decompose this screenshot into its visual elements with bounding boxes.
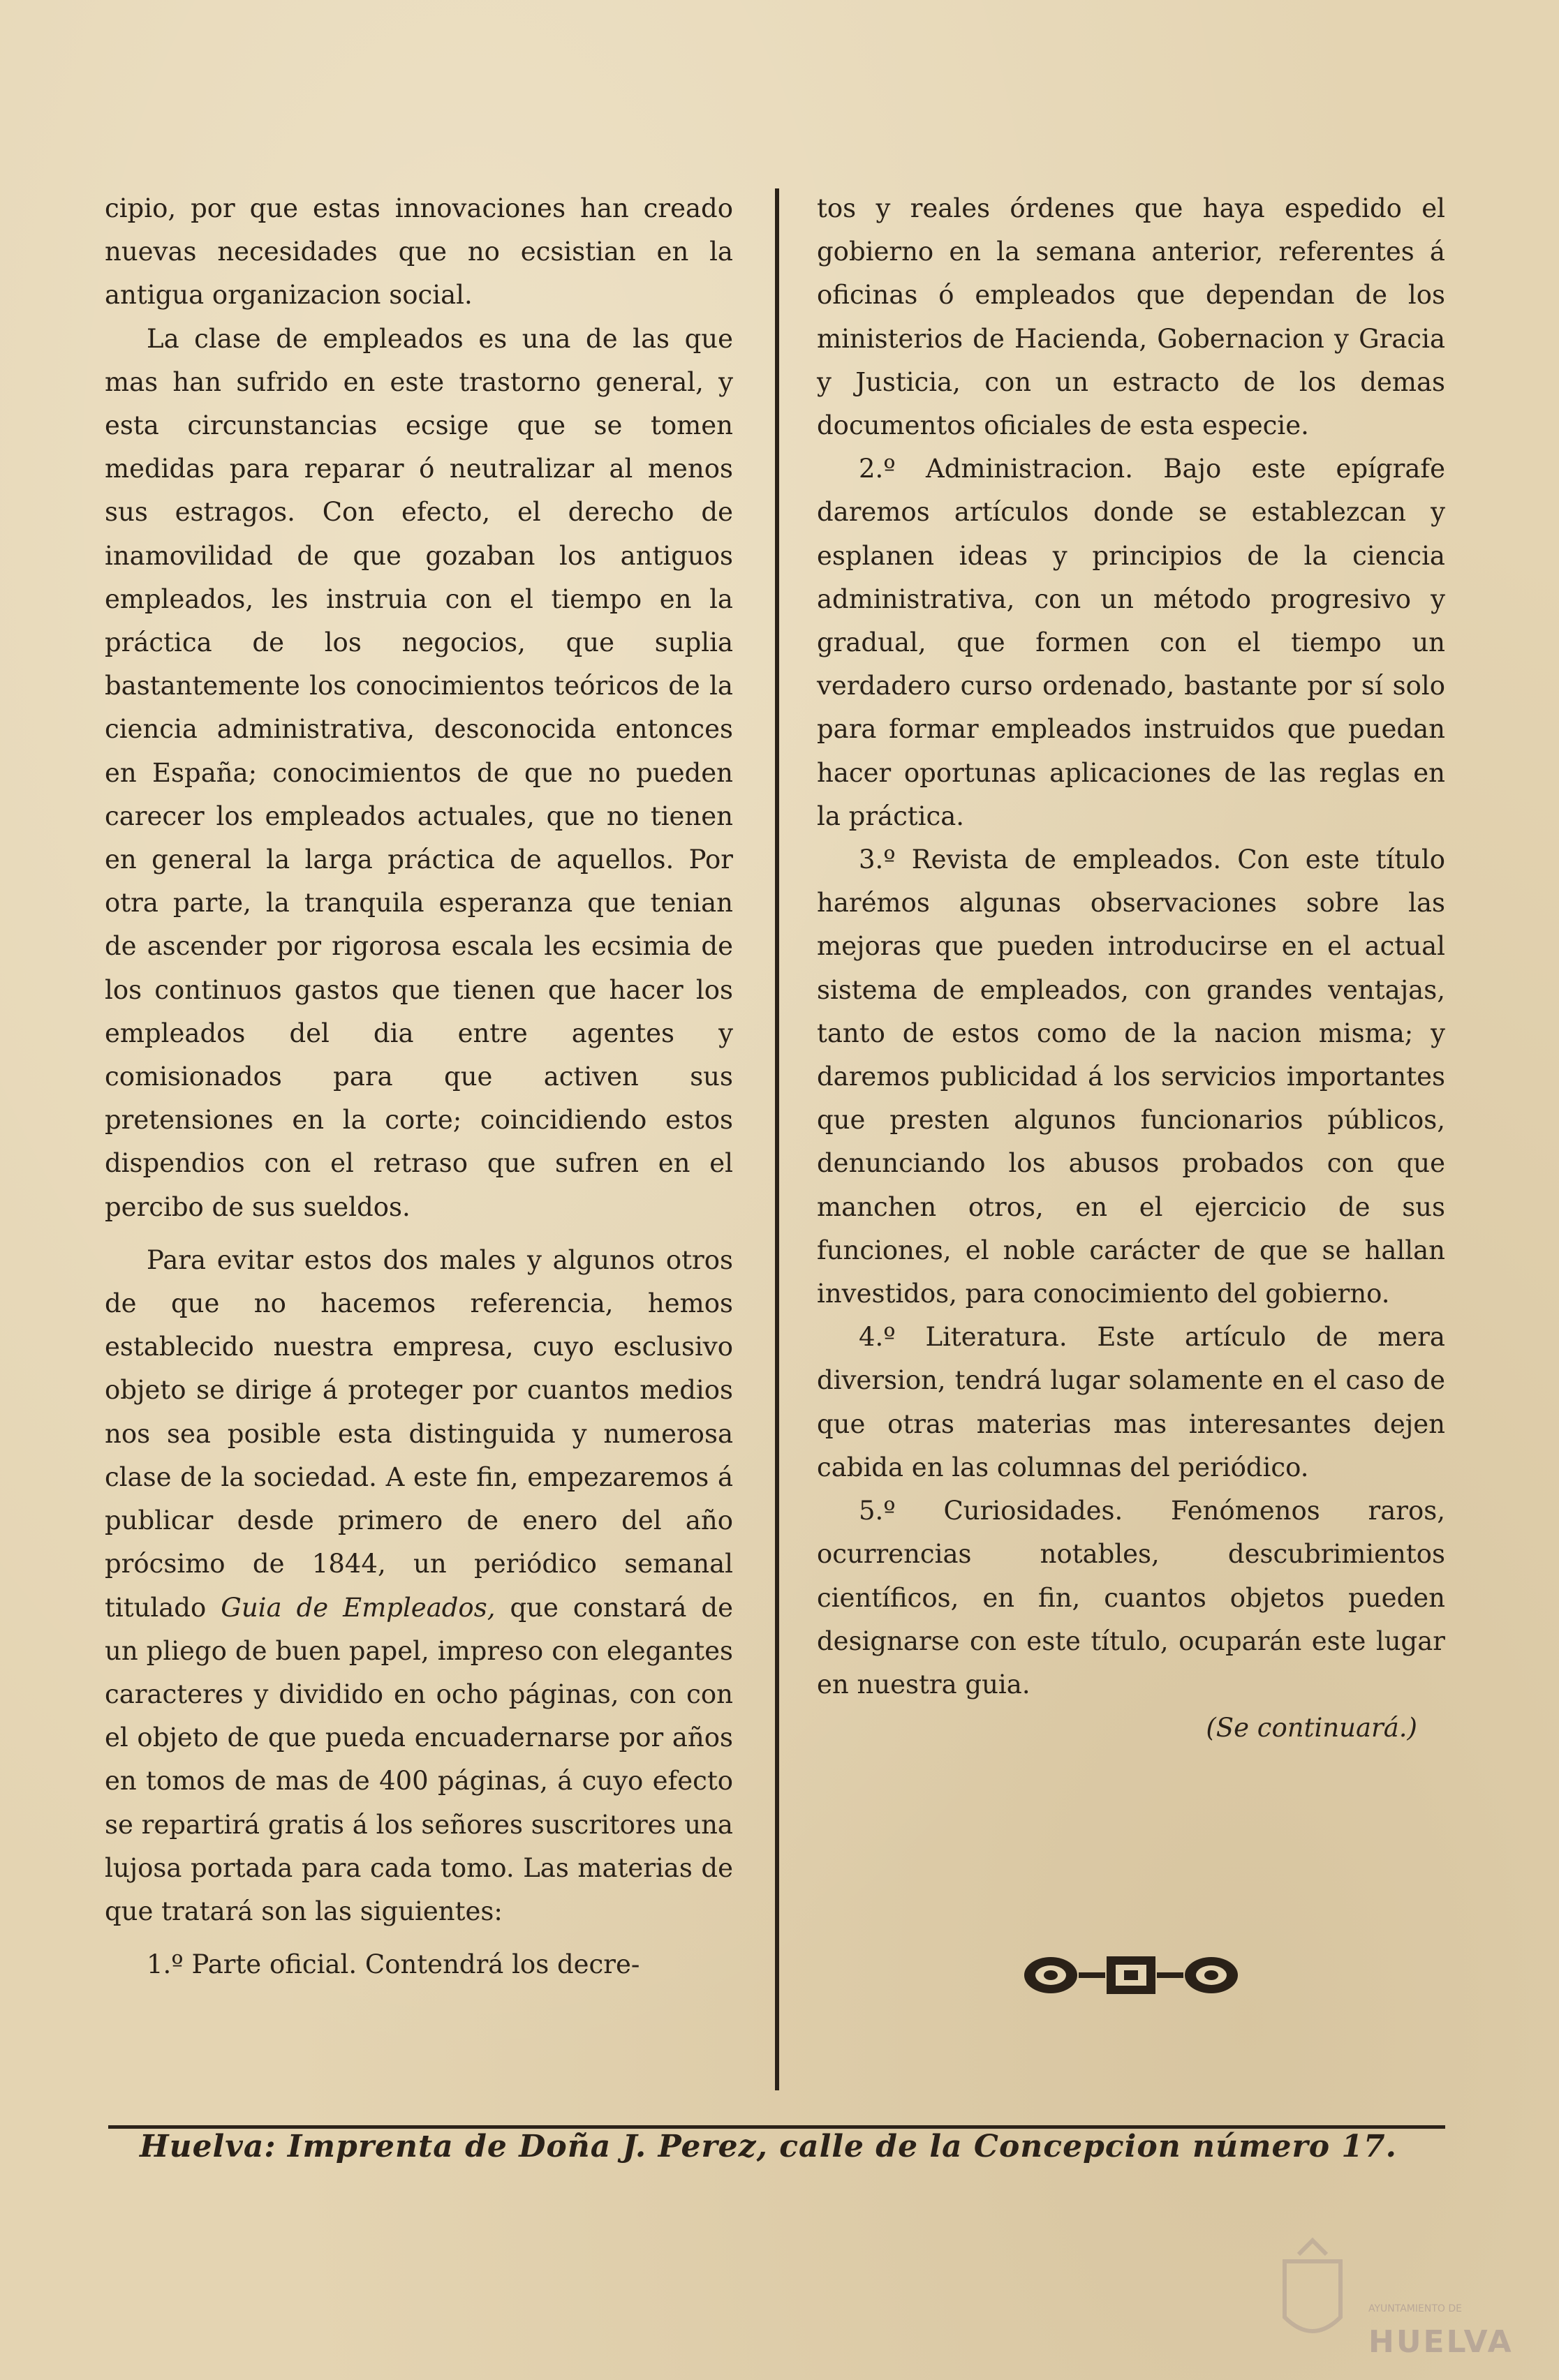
right-paragraph-5: 5.º Curiosidades. Fenómenos raros, ocurrencias notables, descubrimientos científicos, en fin, cuantos objetos pueden designarse con este título, ocuparán este lugar en nuestra guia.: [817, 1496, 1445, 1700]
left-paragraph-2: La clase de empleados es una de las que mas han sufrido en este trastorno general, y esta circunstancias ecsige que se tomen medidas para reparar ó neutralizar al menos sus estragos. Con efecto, el derecho de inamovilidad de que gozaban los antiguos empleados, les instruia con el tiempo en la práctica de los negocios, que suplia bastantemente los conocimientos teóricos de la ciencia administrativa, desconocida entonces en España; conocimientos de que no pueden carecer los empleados actuales, que no tienen en general la larga práctica de aquellos. Por otra parte, la tranquila esperanza que tenian de ascender por rigorosa escala les ecsimia de los continuos gastos que tienen que hacer los empleados del dia entre agentes y comisionados para que activen sus pretensiones en la corte; coincidiendo estos dispendios con el retraso que sufren en el percibo de sus sueldos.: [105, 323, 733, 1222]
stamp-subtitle: AYUNTAMIENTO DE: [1368, 2303, 1462, 2314]
right-paragraph-4: 4.º Literatura. Este artículo de mera diversion, tendrá lugar solamente en el caso de que otras materias mas interesantes dejen cabida en las columnas del periódico.: [817, 1322, 1445, 1482]
left-paragraph-1: cipio, por que estas innovaciones han creado nuevas necesidades que no ecsistian en la antigua organizacion social.: [105, 193, 733, 311]
imprint-line: Huelva: Imprenta de Doña J. Perez, calle de la Concepcion número 17.: [140, 2129, 1397, 2164]
right-paragraph-2: 2.º Administracion. Bajo este epígrafe daremos artículos donde se establezcan y esplanen ideas y principios de la ciencia administrativa, con un método progresivo y gradual, que formen con el tiempo un verdadero curso ordenado, bastante por sí solo para formar empleados instruidos que puedan hacer oportunas aplicaciones de las reglas en la práctica.: [817, 454, 1445, 831]
right-paragraph-1: tos y reales órdenes que haya espedido el gobierno en la semana anterior, referentes á oficinas ó empleados que dependan de los ministerios de Hacienda, Gobernacion y Gracia y Justicia, con un estracto de los demas documentos oficiales de esta especie.: [817, 193, 1445, 441]
right-column: [817, 187, 1445, 1750]
ornament-icon: [1019, 1944, 1243, 2007]
column-divider: [775, 188, 779, 2090]
left-paragraph-3: [105, 1239, 733, 1933]
stamp-name: HUELVA: [1368, 2324, 1514, 2360]
left-paragraph-3-end: que constará de un pliego de buen papel, impreso con elegantes caracteres y dividido en ocho páginas, con con el objeto de que pueda encuadernarse por años en tomos de mas de 400 páginas, á cuyo efecto se repartirá gratis á los señores suscritores una lujosa portada para cada tomo. Las materias de que tratará son las siguientes:: [105, 1592, 734, 1926]
left-paragraph-4: 1.º Parte oficial. Contendrá los decre-: [147, 1949, 640, 1980]
left-column: [105, 187, 733, 1986]
continued-note: (Se continuará.): [1206, 1713, 1417, 1743]
left-paragraph-3-start: Para evitar estos dos males y algunos otros de que no hacemos referencia, hemos establecido nuestra empresa, cuyo esclusivo objeto se dirige á proteger por cuantos medios nos sea posible esta distinguida y numerosa clase de la sociedad. A este fin, empezaremos á publicar desde primero de enero del año prócsimo de 1844, un periódico semanal titulado: [105, 1244, 733, 1623]
right-paragraph-3: 3.º Revista de empleados. Con este título harémos algunas observaciones sobre las mejoras que pueden introducirse en el actual sistema de empleados, con grandes ventajas, tanto de estos como de la nacion misma; y daremos publicidad á los servicios importantes que presten algunos funcionarios públicos, denunciando los abusos probados con que manchen otros, en el ejercicio de sus funciones, el noble carácter de que se hallan investidos, para conocimiento del gobierno.: [817, 845, 1445, 1309]
periodical-title: Guia de Empleados,: [221, 1592, 496, 1623]
